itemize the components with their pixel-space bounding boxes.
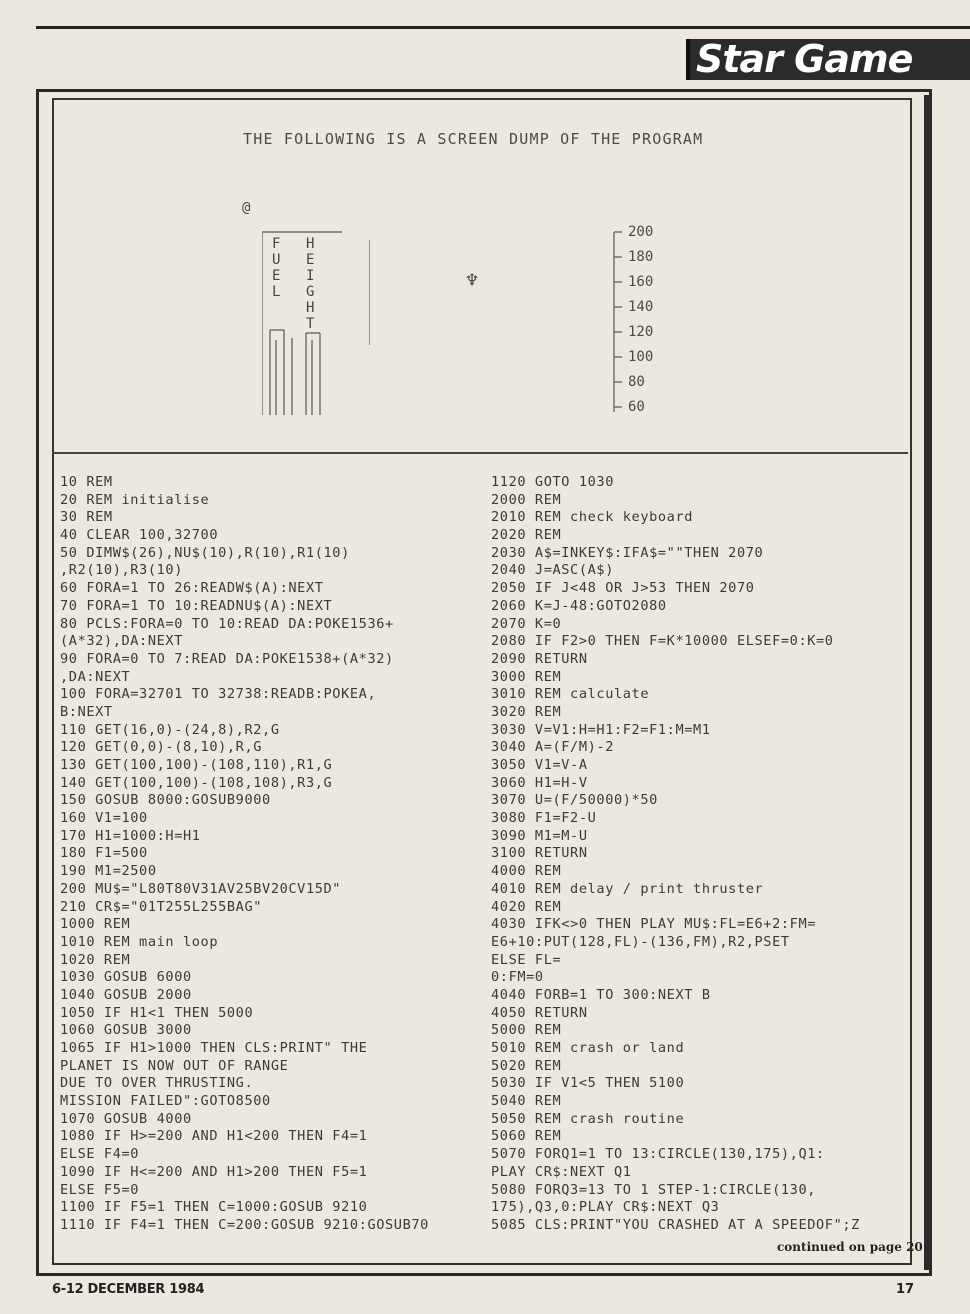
code-line: 160 V1=100 xyxy=(60,810,148,827)
code-line: 210 CR$="01T255L255BAG" xyxy=(60,898,263,915)
code-line: 5080 FORQ3=13 TO 1 STEP-1:CIRCLE(130, xyxy=(491,1181,817,1198)
code-line: 200 MU$="L80T80V31AV25BV20CV15D" xyxy=(60,880,342,897)
screen-dump-title: THE FOLLOWING IS A SCREEN DUMP OF THE PROGRAM xyxy=(243,130,704,148)
code-line: 4000 REM xyxy=(491,863,562,880)
fuel-letter: E xyxy=(272,268,281,284)
code-line: 10 REM xyxy=(60,474,113,490)
code-line: 4050 RETURN xyxy=(491,1004,588,1021)
height-letter: E xyxy=(306,252,315,268)
code-line: MISSION FAILED":GOTO8500 xyxy=(60,1093,271,1110)
code-line: 1090 IF H<=200 AND H1>200 THEN F5=1 xyxy=(60,1163,368,1180)
code-line: 40 CLEAR 100,32700 xyxy=(60,527,219,544)
scale-label: 200 xyxy=(628,224,654,240)
page-number: 17 xyxy=(896,1282,915,1297)
code-line: ELSE F4=0 xyxy=(60,1146,140,1163)
code-line: 70 FORA=1 TO 10:READNU$(A):NEXT xyxy=(60,597,333,614)
code-line: 3010 REM calculate xyxy=(491,686,650,703)
code-line: 1120 GOTO 1030 xyxy=(491,474,614,490)
code-line: 5085 CLS:PRINT"YOU CRASHED AT A SPEEDOF";Z xyxy=(491,1216,860,1233)
code-line: ELSE FL= xyxy=(491,951,562,968)
code-line: 5010 REM crash or land xyxy=(491,1040,685,1056)
code-line: 190 M1=2500 xyxy=(60,863,157,880)
code-line: 2070 K=0 xyxy=(491,615,562,632)
code-line: 150 GOSUB 8000:GOSUB9000 xyxy=(60,792,271,809)
code-line: 1040 GOSUB 2000 xyxy=(60,986,192,1003)
section-title: Star Game xyxy=(696,37,913,81)
fuel-letter: F xyxy=(272,236,281,252)
code-line: 3000 REM xyxy=(491,668,562,685)
code-line: 5060 REM xyxy=(491,1128,562,1145)
code-line: 4020 REM xyxy=(491,898,562,915)
code-line: PLAY CR$:NEXT Q1 xyxy=(491,1163,632,1180)
code-line: 2030 A$=INKEY$:IFA$=""THEN 2070 xyxy=(491,544,764,561)
code-line: 5070 FORQ1=1 TO 13:CIRCLE(130,175),Q1: xyxy=(491,1146,825,1163)
player-marker: @ xyxy=(242,200,251,216)
fuel-letter: L xyxy=(272,284,281,300)
code-line: 180 F1=500 xyxy=(60,845,148,862)
code-line: 130 GET(100,100)-(108,110),R1,G xyxy=(60,757,333,773)
code-line: 3090 M1=M-U xyxy=(491,827,588,844)
scale-label: 160 xyxy=(628,274,654,290)
code-line: 120 GET(0,0)-(8,10),R,G xyxy=(60,739,263,756)
scale-label: 60 xyxy=(628,399,645,415)
code-line: (A*32),DA:NEXT xyxy=(60,633,183,650)
code-line: 3060 H1=H-V xyxy=(491,774,588,791)
code-line: 1050 IF H1<1 THEN 5000 xyxy=(60,1004,254,1021)
issue-date: 6-12 DECEMBER 1984 xyxy=(52,1282,205,1297)
code-line: 100 FORA=32701 TO 32738:READB:POKEA, xyxy=(60,686,377,703)
code-line: 0:FM=0 xyxy=(491,969,544,986)
code-line: 80 PCLS:FORA=0 TO 10:READ DA:POKE1536+ xyxy=(60,615,394,632)
code-line: 50 DIMW$(26),NU$(10),R(10),R1(10) xyxy=(60,544,350,561)
code-line: 5040 REM xyxy=(491,1093,562,1110)
altitude-scale xyxy=(608,224,688,424)
code-line: 1070 GOSUB 4000 xyxy=(60,1110,192,1127)
scale-label: 100 xyxy=(628,349,654,365)
scale-label: 120 xyxy=(628,324,654,340)
height-letter: T xyxy=(306,316,315,332)
code-line: 3050 V1=V-A xyxy=(491,757,588,773)
code-line: ,DA:NEXT xyxy=(60,668,131,685)
code-line: 20 REM initialise xyxy=(60,491,210,508)
code-line: 5030 IF V1<5 THEN 5100 xyxy=(491,1075,685,1092)
code-line: 3030 V=V1:H=H1:F2=F1:M=M1 xyxy=(491,721,711,738)
height-letter: H xyxy=(306,300,315,316)
code-line: PLANET IS NOW OUT OF RANGE xyxy=(60,1057,289,1074)
height-letter: G xyxy=(306,284,315,300)
code-line: E6+10:PUT(128,FL)-(136,FM),R2,PSET xyxy=(491,933,790,950)
code-line: 3040 A=(F/M)-2 xyxy=(491,739,614,756)
code-line: 5020 REM xyxy=(491,1057,562,1074)
code-line: 5050 REM crash routine xyxy=(491,1110,685,1127)
code-line: 4010 REM delay / print thruster xyxy=(491,880,764,897)
code-line: 3020 REM xyxy=(491,703,562,720)
code-line: 4040 FORB=1 TO 300:NEXT B xyxy=(491,986,711,1003)
code-line: 2050 IF J<48 OR J>53 THEN 2070 xyxy=(491,580,755,597)
code-line: 2060 K=J-48:GOTO2080 xyxy=(491,597,667,614)
code-line: 60 FORA=1 TO 26:READW$(A):NEXT xyxy=(60,580,324,597)
code-line: 3080 F1=F2-U xyxy=(491,810,597,827)
code-line: 1000 REM xyxy=(60,916,131,933)
fuel-height-gauges xyxy=(262,230,370,420)
height-letter: I xyxy=(306,268,315,284)
code-line: B:NEXT xyxy=(60,703,113,720)
code-line: 175),Q3,0:PLAY CR$:NEXT Q3 xyxy=(491,1199,720,1216)
listing-frame-shadow xyxy=(924,95,930,1270)
code-line: 2080 IF F2>0 THEN F=K*10000 ELSEF=0:K=0 xyxy=(491,633,834,650)
code-line: 1100 IF F5=1 THEN C=1000:GOSUB 9210 xyxy=(60,1199,368,1216)
code-line: 5000 REM xyxy=(491,1022,562,1039)
code-line: 2000 REM xyxy=(491,491,562,508)
code-line: 2040 J=ASC(A$) xyxy=(491,562,614,579)
code-line: 2010 REM check keyboard xyxy=(491,509,694,526)
code-line: 90 FORA=0 TO 7:READ DA:POKE1538+(A*32) xyxy=(60,650,394,667)
code-line: 1065 IF H1>1000 THEN CLS:PRINT" THE xyxy=(60,1040,368,1056)
code-line: ELSE F5=0 xyxy=(60,1181,140,1198)
listing-right-column xyxy=(491,474,906,1235)
section-banner xyxy=(686,39,970,80)
code-line: 1080 IF H>=200 AND H1<200 THEN F4=1 xyxy=(60,1128,368,1145)
scale-label: 140 xyxy=(628,299,654,315)
code-line: 2090 RETURN xyxy=(491,650,588,667)
listing-left-column xyxy=(60,474,485,1235)
code-line: 3070 U=(F/50000)*50 xyxy=(491,792,658,809)
code-line: 1030 GOSUB 6000 xyxy=(60,969,192,986)
code-line: 1020 REM xyxy=(60,951,131,968)
code-line: DUE TO OVER THRUSTING. xyxy=(60,1075,254,1092)
scale-label: 180 xyxy=(628,249,654,265)
code-line: 1110 IF F4=1 THEN C=200:GOSUB 9210:GOSUB70 xyxy=(60,1216,429,1233)
code-line: 30 REM xyxy=(60,509,113,526)
code-line: 1060 GOSUB 3000 xyxy=(60,1022,192,1039)
section-divider xyxy=(52,452,908,454)
code-line: 1010 REM main loop xyxy=(60,933,219,950)
code-line: 2020 REM xyxy=(491,527,562,544)
code-line: ,R2(10),R3(10) xyxy=(60,562,183,579)
code-line: 170 H1=1000:H=H1 xyxy=(60,827,201,844)
continued-note: continued on page 20 xyxy=(777,1240,923,1254)
top-rule xyxy=(36,26,970,29)
lander-ship: ♆ xyxy=(466,268,479,292)
code-line: 3100 RETURN xyxy=(491,845,588,862)
scale-label: 80 xyxy=(628,374,645,390)
code-line: 4030 IFK<>0 THEN PLAY MU$:FL=E6+2:FM= xyxy=(491,916,817,933)
fuel-letter: U xyxy=(272,252,281,268)
height-letter: H xyxy=(306,236,315,252)
code-line: 140 GET(100,100)-(108,108),R3,G xyxy=(60,774,333,791)
code-line: 110 GET(16,0)-(24,8),R2,G xyxy=(60,721,280,738)
